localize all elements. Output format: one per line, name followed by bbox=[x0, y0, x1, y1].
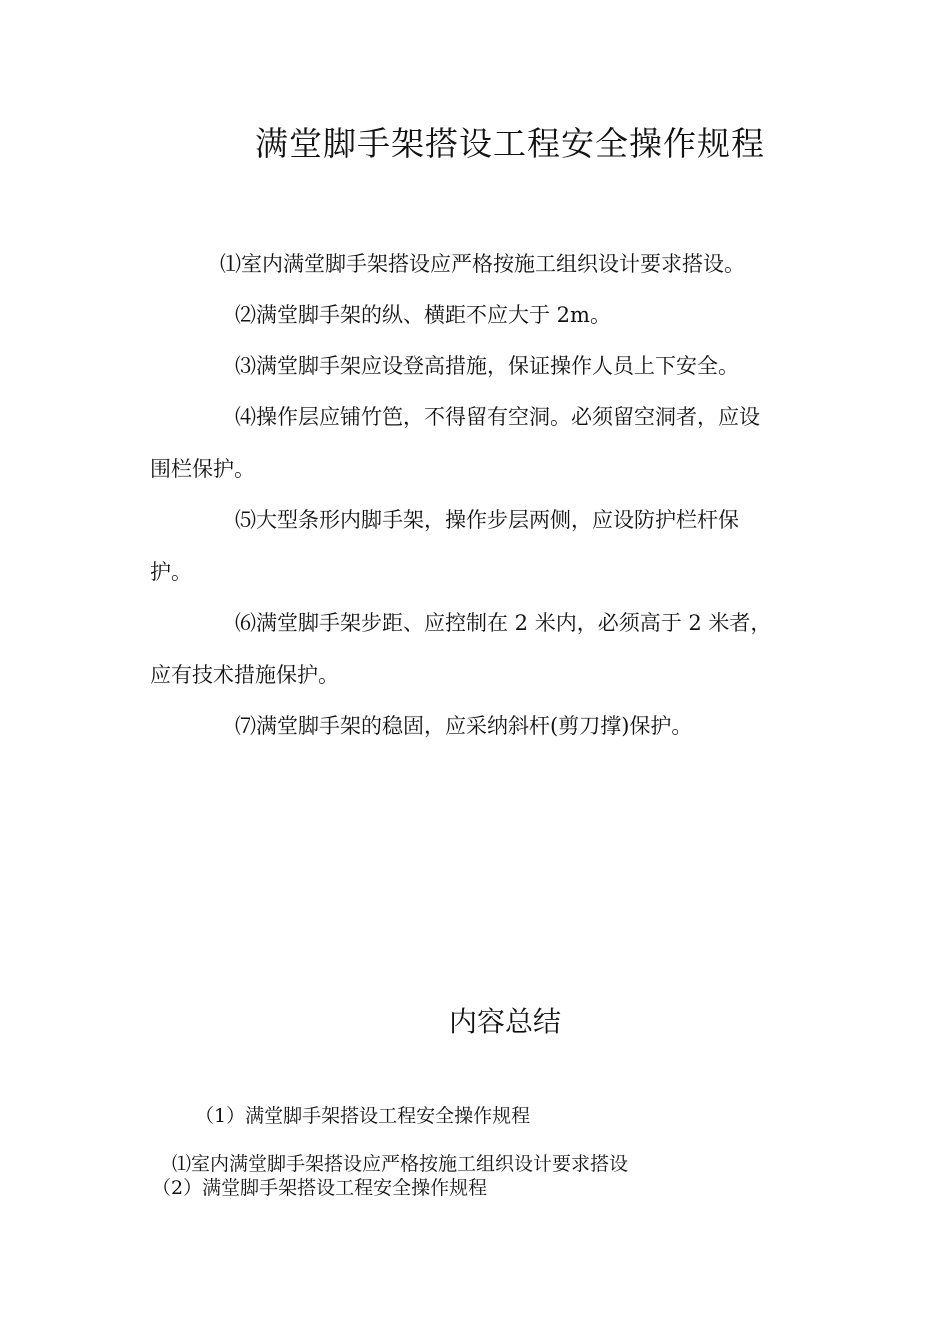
clause-line: ⑵满堂脚手架的纵、横距不应大于 2m。 bbox=[235, 303, 611, 327]
summary-title: 内容总结 bbox=[448, 1005, 561, 1038]
summary-item: （1）满堂脚手架搭设工程安全操作规程 bbox=[195, 1105, 531, 1127]
clause-line: ⑹满堂脚手架步距、应控制在 2 米内，必须高于 2 米者， bbox=[235, 611, 772, 635]
summary-item: ⑴室内满堂脚手架搭设应严格按施工组织设计要求搭设 bbox=[172, 1153, 629, 1175]
clause-line: ⑸大型条形内脚手架，操作步层两侧，应设防护栏杆保 bbox=[235, 508, 739, 532]
clause-line: 围栏保护。 bbox=[150, 457, 255, 481]
clause-line: ⑷操作层应铺竹笆，不得留有空洞。必须留空洞者，应设 bbox=[235, 405, 760, 429]
document-title: 满堂脚手架搭设工程安全操作规程 bbox=[255, 124, 765, 163]
clause-5 bbox=[150, 494, 810, 598]
clause-line: ⑺满堂脚手架的稳固，应采纳斜杆(剪刀撑)保护。 bbox=[235, 714, 693, 738]
clause-2 bbox=[150, 289, 810, 341]
clause-6 bbox=[150, 597, 810, 701]
clause-1 bbox=[150, 238, 810, 290]
clause-4 bbox=[150, 391, 810, 495]
summary-item: （2）满堂脚手架搭设工程安全操作规程 bbox=[152, 1177, 488, 1199]
clause-line: 应有技术措施保护。 bbox=[150, 663, 339, 687]
clause-3 bbox=[150, 340, 810, 392]
clause-7 bbox=[150, 700, 810, 752]
clause-line: 护。 bbox=[150, 560, 192, 584]
clause-line: ⑶满堂脚手架应设登高措施，保证操作人员上下安全。 bbox=[235, 354, 739, 378]
clause-line: ⑴室内满堂脚手架搭设应严格按施工组织设计要求搭设。 bbox=[220, 252, 745, 276]
